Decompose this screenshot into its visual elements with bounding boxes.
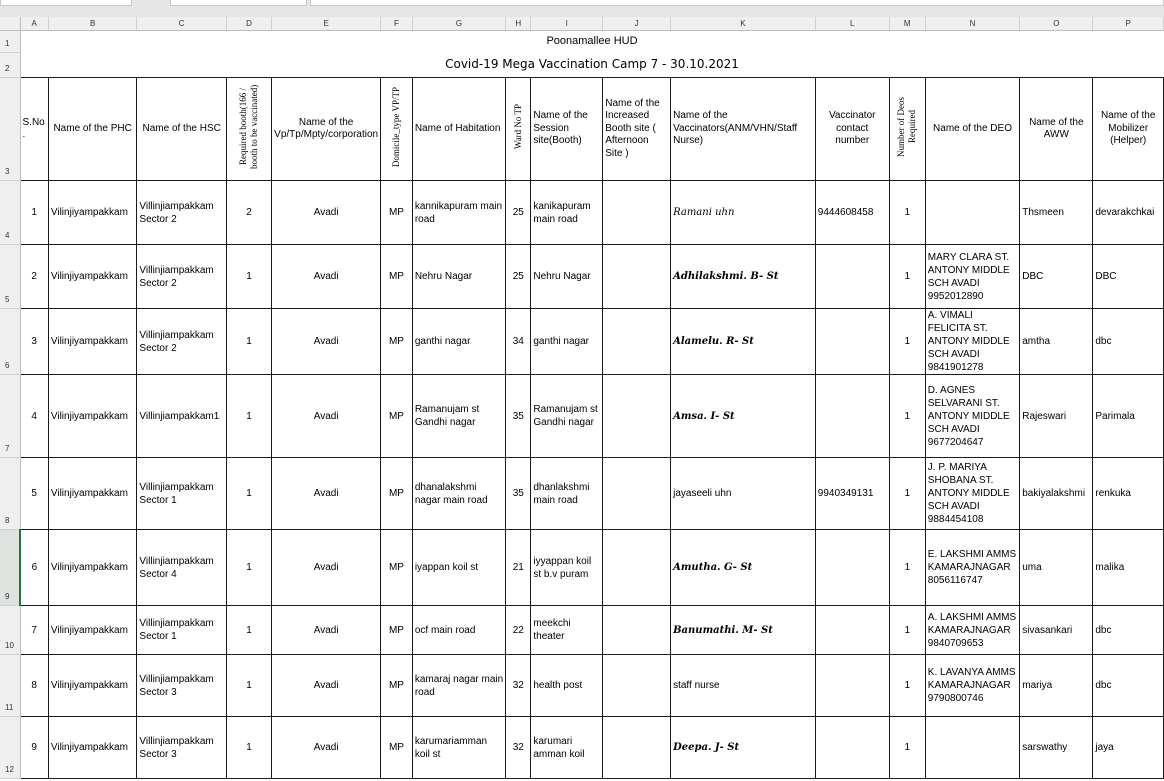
cell-vp[interactable]: Avadi bbox=[272, 606, 381, 655]
cell-booth[interactable]: 1 bbox=[226, 717, 271, 779]
cell-domicile[interactable]: MP bbox=[381, 375, 413, 458]
table-row bbox=[0, 309, 1164, 375]
header-vaccinator-contact[interactable]: Vaccinator contact number bbox=[815, 78, 889, 181]
cell-deo[interactable]: D. AGNES SELVARANI ST. ANTONY MIDDLE SCH AVADI 9677204647 bbox=[925, 375, 1019, 458]
cell-vp[interactable]: Avadi bbox=[272, 458, 381, 530]
cell-session[interactable]: ganthi nagar bbox=[531, 309, 603, 375]
vaccinator-name: Adhilakshmi. B- St bbox=[673, 271, 779, 282]
row-header[interactable]: 2 bbox=[0, 53, 20, 78]
header-ward[interactable] bbox=[506, 78, 531, 181]
cell-session[interactable]: meekchi theater bbox=[531, 606, 603, 655]
cell-habitation[interactable]: dhanalakshmi nagar main road bbox=[412, 458, 505, 530]
header-booth-required-text: Required booth(166 / booth to be vaccinated) bbox=[238, 84, 260, 170]
header-increased-site[interactable]: Name of the Increased Booth site ( Afternoon Site ) bbox=[603, 78, 671, 181]
cell-ward[interactable]: 25 bbox=[506, 181, 531, 245]
cell-session[interactable]: dhanlakshmi main road bbox=[531, 458, 603, 530]
cell-sno[interactable]: 8 bbox=[20, 655, 48, 717]
cell-contact[interactable] bbox=[815, 375, 889, 458]
cell-phc[interactable]: Vilinjiyampakkam bbox=[48, 309, 137, 375]
table-row bbox=[0, 606, 1164, 655]
title-row-1 bbox=[0, 31, 1164, 53]
sheet-subtitle: Covid-19 Mega Vaccination Camp 7 - 30.10.2021 bbox=[445, 57, 739, 72]
column-header-g[interactable]: G bbox=[412, 17, 505, 31]
cell-session[interactable]: kanikapuram main road bbox=[531, 181, 603, 245]
cell-mobilizer[interactable]: devarakchkai bbox=[1093, 181, 1164, 245]
cell-deo[interactable] bbox=[925, 181, 1019, 245]
cell-vp[interactable]: Avadi bbox=[272, 245, 381, 309]
vaccinator-name: Amutha. G- St bbox=[673, 562, 753, 573]
cell-vaccinator[interactable] bbox=[671, 375, 816, 458]
cell-sno[interactable]: 7 bbox=[20, 606, 48, 655]
cell-sno[interactable]: 9 bbox=[20, 717, 48, 779]
cell-increased[interactable] bbox=[603, 655, 671, 717]
table-row bbox=[0, 530, 1164, 606]
cell-booth[interactable]: 1 bbox=[226, 606, 271, 655]
column-header-a[interactable]: A bbox=[20, 17, 48, 31]
vaccinator-name: Ramani uhn bbox=[673, 207, 735, 218]
cell-increased[interactable] bbox=[603, 530, 671, 606]
cell-vp[interactable]: Avadi bbox=[272, 181, 381, 245]
header-ward-text: Ward No TP bbox=[512, 104, 523, 150]
column-header-m[interactable]: M bbox=[889, 17, 925, 31]
cell-habitation[interactable]: ocf main road bbox=[412, 606, 505, 655]
cell-vaccinator[interactable] bbox=[671, 530, 816, 606]
cell-sno[interactable]: 1 bbox=[20, 181, 48, 245]
cell-habitation[interactable]: Nehru Nagar bbox=[412, 245, 505, 309]
cell-increased[interactable] bbox=[603, 309, 671, 375]
header-deos-required-text: Number of Deos Required bbox=[896, 97, 918, 157]
header-booth-required[interactable] bbox=[226, 78, 271, 181]
cell-deos[interactable]: 1 bbox=[889, 181, 925, 245]
cell-increased[interactable] bbox=[603, 458, 671, 530]
cell-sno[interactable]: 4 bbox=[20, 375, 48, 458]
header-mobilizer[interactable]: Name of the Mobilizer (Helper) bbox=[1093, 78, 1164, 181]
select-all-corner[interactable] bbox=[0, 17, 20, 31]
row-header[interactable]: 10 bbox=[0, 606, 20, 655]
vaccinator-name: jayaseeli uhn bbox=[673, 488, 732, 499]
cell-deos[interactable]: 1 bbox=[889, 717, 925, 779]
cell-hsc[interactable]: Villinjiampakkam Sector 1 bbox=[137, 606, 227, 655]
cell-session[interactable]: Ramanujam st Gandhi nagar bbox=[531, 375, 603, 458]
cell-vaccinator[interactable] bbox=[671, 458, 816, 530]
cell-domicile[interactable]: MP bbox=[381, 181, 413, 245]
column-header-i[interactable]: I bbox=[531, 17, 603, 31]
cell-mobilizer[interactable]: malika bbox=[1093, 530, 1164, 606]
column-header-o[interactable]: O bbox=[1020, 17, 1093, 31]
cell-mobilizer[interactable]: Parimala bbox=[1093, 375, 1164, 458]
table-row bbox=[0, 375, 1164, 458]
cell-aww[interactable]: uma bbox=[1020, 530, 1093, 606]
row-header[interactable]: 11 bbox=[0, 655, 20, 717]
cell-habitation[interactable]: iyappan koil st bbox=[412, 530, 505, 606]
cell-contact[interactable] bbox=[815, 309, 889, 375]
formula-input[interactable] bbox=[310, 0, 1164, 6]
cell-contact[interactable] bbox=[815, 606, 889, 655]
cell-contact[interactable]: 9444608458 bbox=[815, 181, 889, 245]
cell-mobilizer[interactable]: dbc bbox=[1093, 309, 1164, 375]
header-sno[interactable]: S.No . bbox=[20, 78, 48, 181]
header-domicile-text: Domicile_type VP/TP bbox=[390, 86, 401, 168]
header-hsc[interactable]: Name of the HSC bbox=[137, 78, 227, 181]
cell-domicile[interactable]: MP bbox=[381, 245, 413, 309]
cell-domicile[interactable]: MP bbox=[381, 606, 413, 655]
cell-deo[interactable]: A. VIMALI FELICITA ST. ANTONY MIDDLE SCH AVADI 9841901278 bbox=[925, 309, 1019, 375]
cell-vaccinator[interactable] bbox=[671, 181, 816, 245]
vaccinator-name: Banumathi. M- St bbox=[673, 624, 773, 636]
cell-vp[interactable]: Avadi bbox=[272, 717, 381, 779]
title-row-2 bbox=[0, 53, 1164, 78]
cell-vp[interactable]: Avadi bbox=[272, 530, 381, 606]
cell-vp[interactable]: Avadi bbox=[272, 655, 381, 717]
cell-vp[interactable]: Avadi bbox=[272, 309, 381, 375]
cell-sno[interactable]: 5 bbox=[20, 458, 48, 530]
row-header[interactable]: 9 bbox=[0, 530, 20, 606]
cell-phc[interactable]: Vilinjiyampakkam bbox=[48, 245, 137, 309]
cell-habitation[interactable]: ganthi nagar bbox=[412, 309, 505, 375]
cell-phc[interactable]: Vilinjiyampakkam bbox=[48, 181, 137, 245]
cell-vaccinator[interactable] bbox=[671, 655, 816, 717]
cell-ward[interactable]: 32 bbox=[506, 655, 531, 717]
cell-ward[interactable]: 22 bbox=[506, 606, 531, 655]
table-row bbox=[0, 245, 1164, 309]
cell-vaccinator[interactable] bbox=[671, 309, 816, 375]
cell-deo[interactable]: K. LAVANYA AMMS KAMARAJNAGAR 9790800746 bbox=[925, 655, 1019, 717]
cell-domicile[interactable]: MP bbox=[381, 530, 413, 606]
header-session-site[interactable]: Name of the Session site(Booth) bbox=[531, 78, 603, 181]
cell-aww[interactable]: Rajeswari bbox=[1020, 375, 1093, 458]
cell-booth[interactable]: 1 bbox=[226, 245, 271, 309]
vaccinator-name: Amsa. I- St bbox=[673, 410, 735, 422]
cell-session[interactable]: Nehru Nagar bbox=[531, 245, 603, 309]
cell-deo[interactable]: MARY CLARA ST. ANTONY MIDDLE SCH AVADI 9952012890 bbox=[925, 245, 1019, 309]
cell-aww[interactable]: sivasankari bbox=[1020, 606, 1093, 655]
cell-booth[interactable]: 1 bbox=[226, 655, 271, 717]
column-header-e[interactable]: E bbox=[272, 17, 381, 31]
column-header-h[interactable]: H bbox=[506, 17, 531, 31]
cell-vaccinator[interactable] bbox=[671, 245, 816, 309]
row-header[interactable]: 1 bbox=[0, 31, 20, 53]
column-header-b[interactable]: B bbox=[48, 17, 137, 31]
cell-sno[interactable]: 2 bbox=[20, 245, 48, 309]
cell-phc[interactable]: Vilinjiyampakkam bbox=[48, 717, 137, 779]
vaccinator-name: Alamelu. R- St bbox=[673, 336, 754, 347]
cell-mobilizer[interactable]: renkuka bbox=[1093, 458, 1164, 530]
cell-booth[interactable]: 1 bbox=[226, 530, 271, 606]
row-header[interactable]: 3 bbox=[0, 78, 20, 181]
header-deos-required[interactable] bbox=[889, 78, 925, 181]
cell-ward[interactable]: 35 bbox=[506, 458, 531, 530]
cell-contact[interactable] bbox=[815, 530, 889, 606]
row-header[interactable]: 12 bbox=[0, 717, 20, 779]
cell-deos[interactable]: 1 bbox=[889, 606, 925, 655]
cell-contact[interactable]: 9940349131 bbox=[815, 458, 889, 530]
cell-hsc[interactable]: Villinjiampakkam Sector 3 bbox=[137, 717, 227, 779]
cell-aww[interactable]: DBC bbox=[1020, 245, 1093, 309]
cell-booth[interactable]: 2 bbox=[226, 181, 271, 245]
cell-hsc[interactable]: Villinjiampakkam Sector 2 bbox=[137, 181, 227, 245]
cell-booth[interactable]: 1 bbox=[226, 309, 271, 375]
cell-sno[interactable]: 6 bbox=[20, 530, 48, 606]
vaccinator-name: Deepa. J- St bbox=[673, 742, 740, 753]
row-header[interactable]: 5 bbox=[0, 245, 20, 309]
cell-phc[interactable]: Vilinjiyampakkam bbox=[48, 655, 137, 717]
cell-mobilizer[interactable]: dbc bbox=[1093, 655, 1164, 717]
cell-phc[interactable]: Vilinjiyampakkam bbox=[48, 530, 137, 606]
cell-vaccinator[interactable] bbox=[671, 717, 816, 779]
cell-mobilizer[interactable]: DBC bbox=[1093, 245, 1164, 309]
cell-deo[interactable]: J. P. MARIYA SHOBANA ST. ANTONY MIDDLE SCH AVADI 9884454108 bbox=[925, 458, 1019, 530]
cell-aww[interactable]: sarswathy bbox=[1020, 717, 1093, 779]
sheet-title: Poonamallee HUD bbox=[546, 35, 638, 48]
cell-deo[interactable]: A. LAKSHMI AMMS KAMARAJNAGAR 9840709653 bbox=[925, 606, 1019, 655]
cell-sno[interactable]: 3 bbox=[20, 309, 48, 375]
cell-session[interactable]: karumari amman koil bbox=[531, 717, 603, 779]
header-phc[interactable]: Name of the PHC bbox=[48, 78, 137, 181]
table-row bbox=[0, 717, 1164, 779]
cell-contact[interactable] bbox=[815, 245, 889, 309]
column-header-f[interactable]: F bbox=[381, 17, 413, 31]
table-row bbox=[0, 655, 1164, 717]
cell-increased[interactable] bbox=[603, 606, 671, 655]
cell-aww[interactable]: Thsmeen bbox=[1020, 181, 1093, 245]
name-box[interactable] bbox=[0, 0, 132, 6]
cell-deos[interactable]: 1 bbox=[889, 458, 925, 530]
column-header-l[interactable]: L bbox=[815, 17, 889, 31]
cell-booth[interactable]: 1 bbox=[226, 375, 271, 458]
cell-vaccinator[interactable] bbox=[671, 606, 816, 655]
column-header-d[interactable]: D bbox=[226, 17, 271, 31]
row-header[interactable]: 4 bbox=[0, 181, 20, 245]
cell-domicile[interactable]: MP bbox=[381, 309, 413, 375]
table-row bbox=[0, 458, 1164, 530]
cell-aww[interactable]: mariya bbox=[1020, 655, 1093, 717]
column-header-j[interactable]: J bbox=[603, 17, 671, 31]
table-row bbox=[0, 181, 1164, 245]
cell-hsc[interactable]: Villinjiampakkam Sector 2 bbox=[137, 245, 227, 309]
formula-bar-button[interactable] bbox=[170, 0, 307, 6]
cell-session[interactable]: health post bbox=[531, 655, 603, 717]
cell-session[interactable]: iyyappan koil st b.v puram bbox=[531, 530, 603, 606]
column-header-p[interactable]: P bbox=[1093, 17, 1164, 31]
header-habitation[interactable]: Name of Habitation bbox=[412, 78, 505, 181]
cell-domicile[interactable]: MP bbox=[381, 458, 413, 530]
column-header-n[interactable]: N bbox=[925, 17, 1019, 31]
cell-domicile[interactable]: MP bbox=[381, 717, 413, 779]
cell-hsc[interactable]: Villinjiampakkam Sector 1 bbox=[137, 458, 227, 530]
cell-deos[interactable]: 1 bbox=[889, 245, 925, 309]
cell-deo[interactable]: E. LAKSHMI AMMS KAMARAJNAGAR 8056116747 bbox=[925, 530, 1019, 606]
column-header-c[interactable]: C bbox=[137, 17, 227, 31]
cell-increased[interactable] bbox=[603, 717, 671, 779]
cell-hsc[interactable]: Villinjiampakkam Sector 2 bbox=[137, 309, 227, 375]
row-header[interactable]: 7 bbox=[0, 375, 20, 458]
cell-vp[interactable]: Avadi bbox=[272, 375, 381, 458]
cell-ward[interactable]: 34 bbox=[506, 309, 531, 375]
cell-deos[interactable]: 1 bbox=[889, 309, 925, 375]
cell-aww[interactable]: bakiyalakshmi bbox=[1020, 458, 1093, 530]
cell-phc[interactable]: Vilinjiyampakkam bbox=[48, 458, 137, 530]
cell-aww[interactable]: amtha bbox=[1020, 309, 1093, 375]
header-vp-name[interactable]: Name of the Vp/Tp/Mpty/corporation bbox=[272, 78, 381, 181]
cell-deos[interactable]: 1 bbox=[889, 530, 925, 606]
row-header[interactable]: 6 bbox=[0, 309, 20, 375]
cell-habitation[interactable]: kannikapuram main road bbox=[412, 181, 505, 245]
header-vaccinators[interactable]: Name of the Vaccinators(ANM/VHN/Staff Nurse) bbox=[671, 78, 816, 181]
row-header[interactable]: 8 bbox=[0, 458, 20, 530]
cell-hsc[interactable]: Villinjiampakkam Sector 4 bbox=[137, 530, 227, 606]
cell-contact[interactable] bbox=[815, 717, 889, 779]
cell-deos[interactable]: 1 bbox=[889, 375, 925, 458]
column-header-row bbox=[0, 17, 1164, 31]
cell-deos[interactable]: 1 bbox=[889, 655, 925, 717]
sheet-table bbox=[0, 17, 1164, 779]
cell-ward[interactable]: 35 bbox=[506, 375, 531, 458]
cell-habitation[interactable]: karumariamman koil st bbox=[412, 717, 505, 779]
cell-phc[interactable]: Vilinjiyampakkam bbox=[48, 375, 137, 458]
header-aww[interactable]: Name of the AWW bbox=[1020, 78, 1093, 181]
spreadsheet-grid[interactable] bbox=[0, 17, 1164, 781]
cell-habitation[interactable]: kamaraj nagar main road bbox=[412, 655, 505, 717]
vaccinator-name: staff nurse bbox=[673, 680, 720, 691]
cell-deo[interactable] bbox=[925, 717, 1019, 779]
header-deo[interactable]: Name of the DEO bbox=[925, 78, 1019, 181]
cell-hsc[interactable]: Villinjiampakkam1 bbox=[137, 375, 227, 458]
cell-increased[interactable] bbox=[603, 245, 671, 309]
cell-mobilizer[interactable]: dbc bbox=[1093, 606, 1164, 655]
header-domicile[interactable] bbox=[381, 78, 413, 181]
cell-ward[interactable]: 32 bbox=[506, 717, 531, 779]
cell-phc[interactable]: Vilinjiyampakkam bbox=[48, 606, 137, 655]
cell-domicile[interactable]: MP bbox=[381, 655, 413, 717]
column-header-k[interactable]: K bbox=[671, 17, 816, 31]
cell-increased[interactable] bbox=[603, 375, 671, 458]
cell-ward[interactable]: 21 bbox=[506, 530, 531, 606]
cell-habitation[interactable]: Ramanujam st Gandhi nagar bbox=[412, 375, 505, 458]
cell-ward[interactable]: 25 bbox=[506, 245, 531, 309]
cell-hsc[interactable]: Villinjiampakkam Sector 3 bbox=[137, 655, 227, 717]
cell-contact[interactable] bbox=[815, 655, 889, 717]
cell-mobilizer[interactable]: jaya bbox=[1093, 717, 1164, 779]
cell-booth[interactable]: 1 bbox=[226, 458, 271, 530]
formula-bar-strip bbox=[0, 0, 1164, 17]
header-row bbox=[0, 78, 1164, 181]
cell-increased[interactable] bbox=[603, 181, 671, 245]
